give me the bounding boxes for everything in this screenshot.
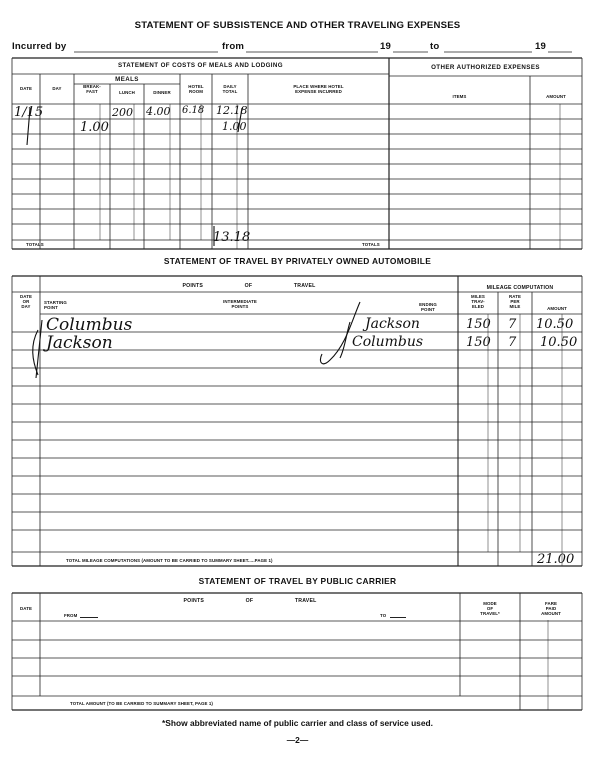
carrier-col-date: DATE <box>19 606 33 611</box>
trip1-amount: 10.50 <box>536 317 574 332</box>
mileage-computation-header: MILEAGE COMPUTATION <box>486 285 554 291</box>
lunch-entry: 200 <box>112 106 133 119</box>
col-mode-of-travel: MODE OF TRAVEL* <box>480 601 500 616</box>
col-items: ITEMS <box>452 94 467 99</box>
meals-group-header: MEALS <box>115 76 139 83</box>
meals-section-title: STATEMENT OF COSTS OF MEALS AND LODGING <box>117 62 283 69</box>
carrier-to-label: TO <box>380 613 387 618</box>
carrier-section-title: STATEMENT OF TRAVEL BY PUBLIC CARRIER <box>198 576 397 586</box>
col-dinner: DINNER <box>153 90 171 95</box>
auto-col-amount: AMOUNT <box>547 306 567 311</box>
col-place: PLACE WHERE HOTEL EXPENSE INCURRED <box>293 84 344 94</box>
col-starting-point: STARTING POINT <box>44 300 67 310</box>
trip1-end: Jackson <box>365 316 420 332</box>
trip2-rate: 7 <box>508 335 517 350</box>
col-fare-paid: FARE PAID AMOUNT <box>541 601 561 616</box>
year-label-1: 19 <box>380 41 392 52</box>
col-day: DAY <box>52 86 62 91</box>
form-title: STATEMENT OF SUBSISTENCE AND OTHER TRAVELING EXPENSES <box>134 20 461 31</box>
auto-section-title: STATEMENT OF TRAVEL BY PRIVATELY OWNED AUTOMOBILE <box>163 256 432 266</box>
total-mileage-value: 21.00 <box>537 552 575 567</box>
other-expenses-title: OTHER AUTHORIZED EXPENSES <box>431 64 540 71</box>
col-breakfast: BREAK- FAST <box>83 84 101 94</box>
auto-col-date: DATE OR DAY <box>19 294 33 309</box>
dinner-entry: 4.00 <box>146 105 171 118</box>
col-rate-per-mile: RATE PER MILE <box>508 294 522 309</box>
carrier-total-label: TOTAL AMOUNT (TO BE CARRIED TO SUMMARY SHEET, PAGE 1) <box>70 701 213 706</box>
col-lunch: LUNCH <box>119 90 135 95</box>
col-ending-point: ENDING POINT <box>419 302 437 312</box>
footer-note: *Show abbreviated name of public carrier and class of service used. <box>162 718 433 728</box>
col-hotel-room: HOTEL ROOM <box>188 84 204 94</box>
from-label: from <box>222 41 245 52</box>
hotel-entry: 6.18 <box>182 105 205 116</box>
col-amount: AMOUNT <box>546 94 566 99</box>
meals-date-entry: 1/15 <box>14 105 44 120</box>
carrier-points-of-travel: POINTS OF TRAVEL <box>183 598 317 604</box>
year-label-2: 19 <box>535 41 547 52</box>
trip1-start: Columbus <box>46 315 133 335</box>
total-mileage-label: TOTAL MILEAGE COMPUTATIONS (AMOUNT TO BE CARRIED TO SUMMARY SHEET.....PAGE 1) <box>66 558 273 563</box>
trip2-end: Columbus <box>352 334 424 350</box>
col-miles-traveled: MILES TRAV- ELED <box>471 294 485 309</box>
trip1-miles: 150 <box>466 317 491 332</box>
trip2-start: Jackson <box>46 333 113 353</box>
meals-grand-total: 13.18 <box>213 230 251 245</box>
carrier-from-label: FROM <box>64 613 78 618</box>
page-number: —2— <box>286 735 309 745</box>
incurred-by-label: Incurred by <box>12 41 67 52</box>
breakfast-entry-row2: 1.00 <box>80 120 109 135</box>
col-daily-total: DAILY TOTAL <box>222 84 238 94</box>
trip2-amount: 10.50 <box>540 335 578 350</box>
other-totals-label: TOTALS <box>362 242 380 247</box>
trip2-miles: 150 <box>466 335 491 350</box>
col-intermediate-points: INTERMEDIATE POINTS <box>223 299 257 309</box>
auto-points-of-travel: POINTS OF TRAVEL <box>182 283 316 289</box>
daily-total-entry: 12.18 <box>216 104 248 117</box>
col-date: DATE <box>19 86 33 91</box>
trip1-rate: 7 <box>508 317 517 332</box>
meals-totals-label: TOTALS <box>26 242 44 247</box>
to-label: to <box>430 41 440 52</box>
daily-total-entry-row2: 1.00 <box>222 120 247 133</box>
